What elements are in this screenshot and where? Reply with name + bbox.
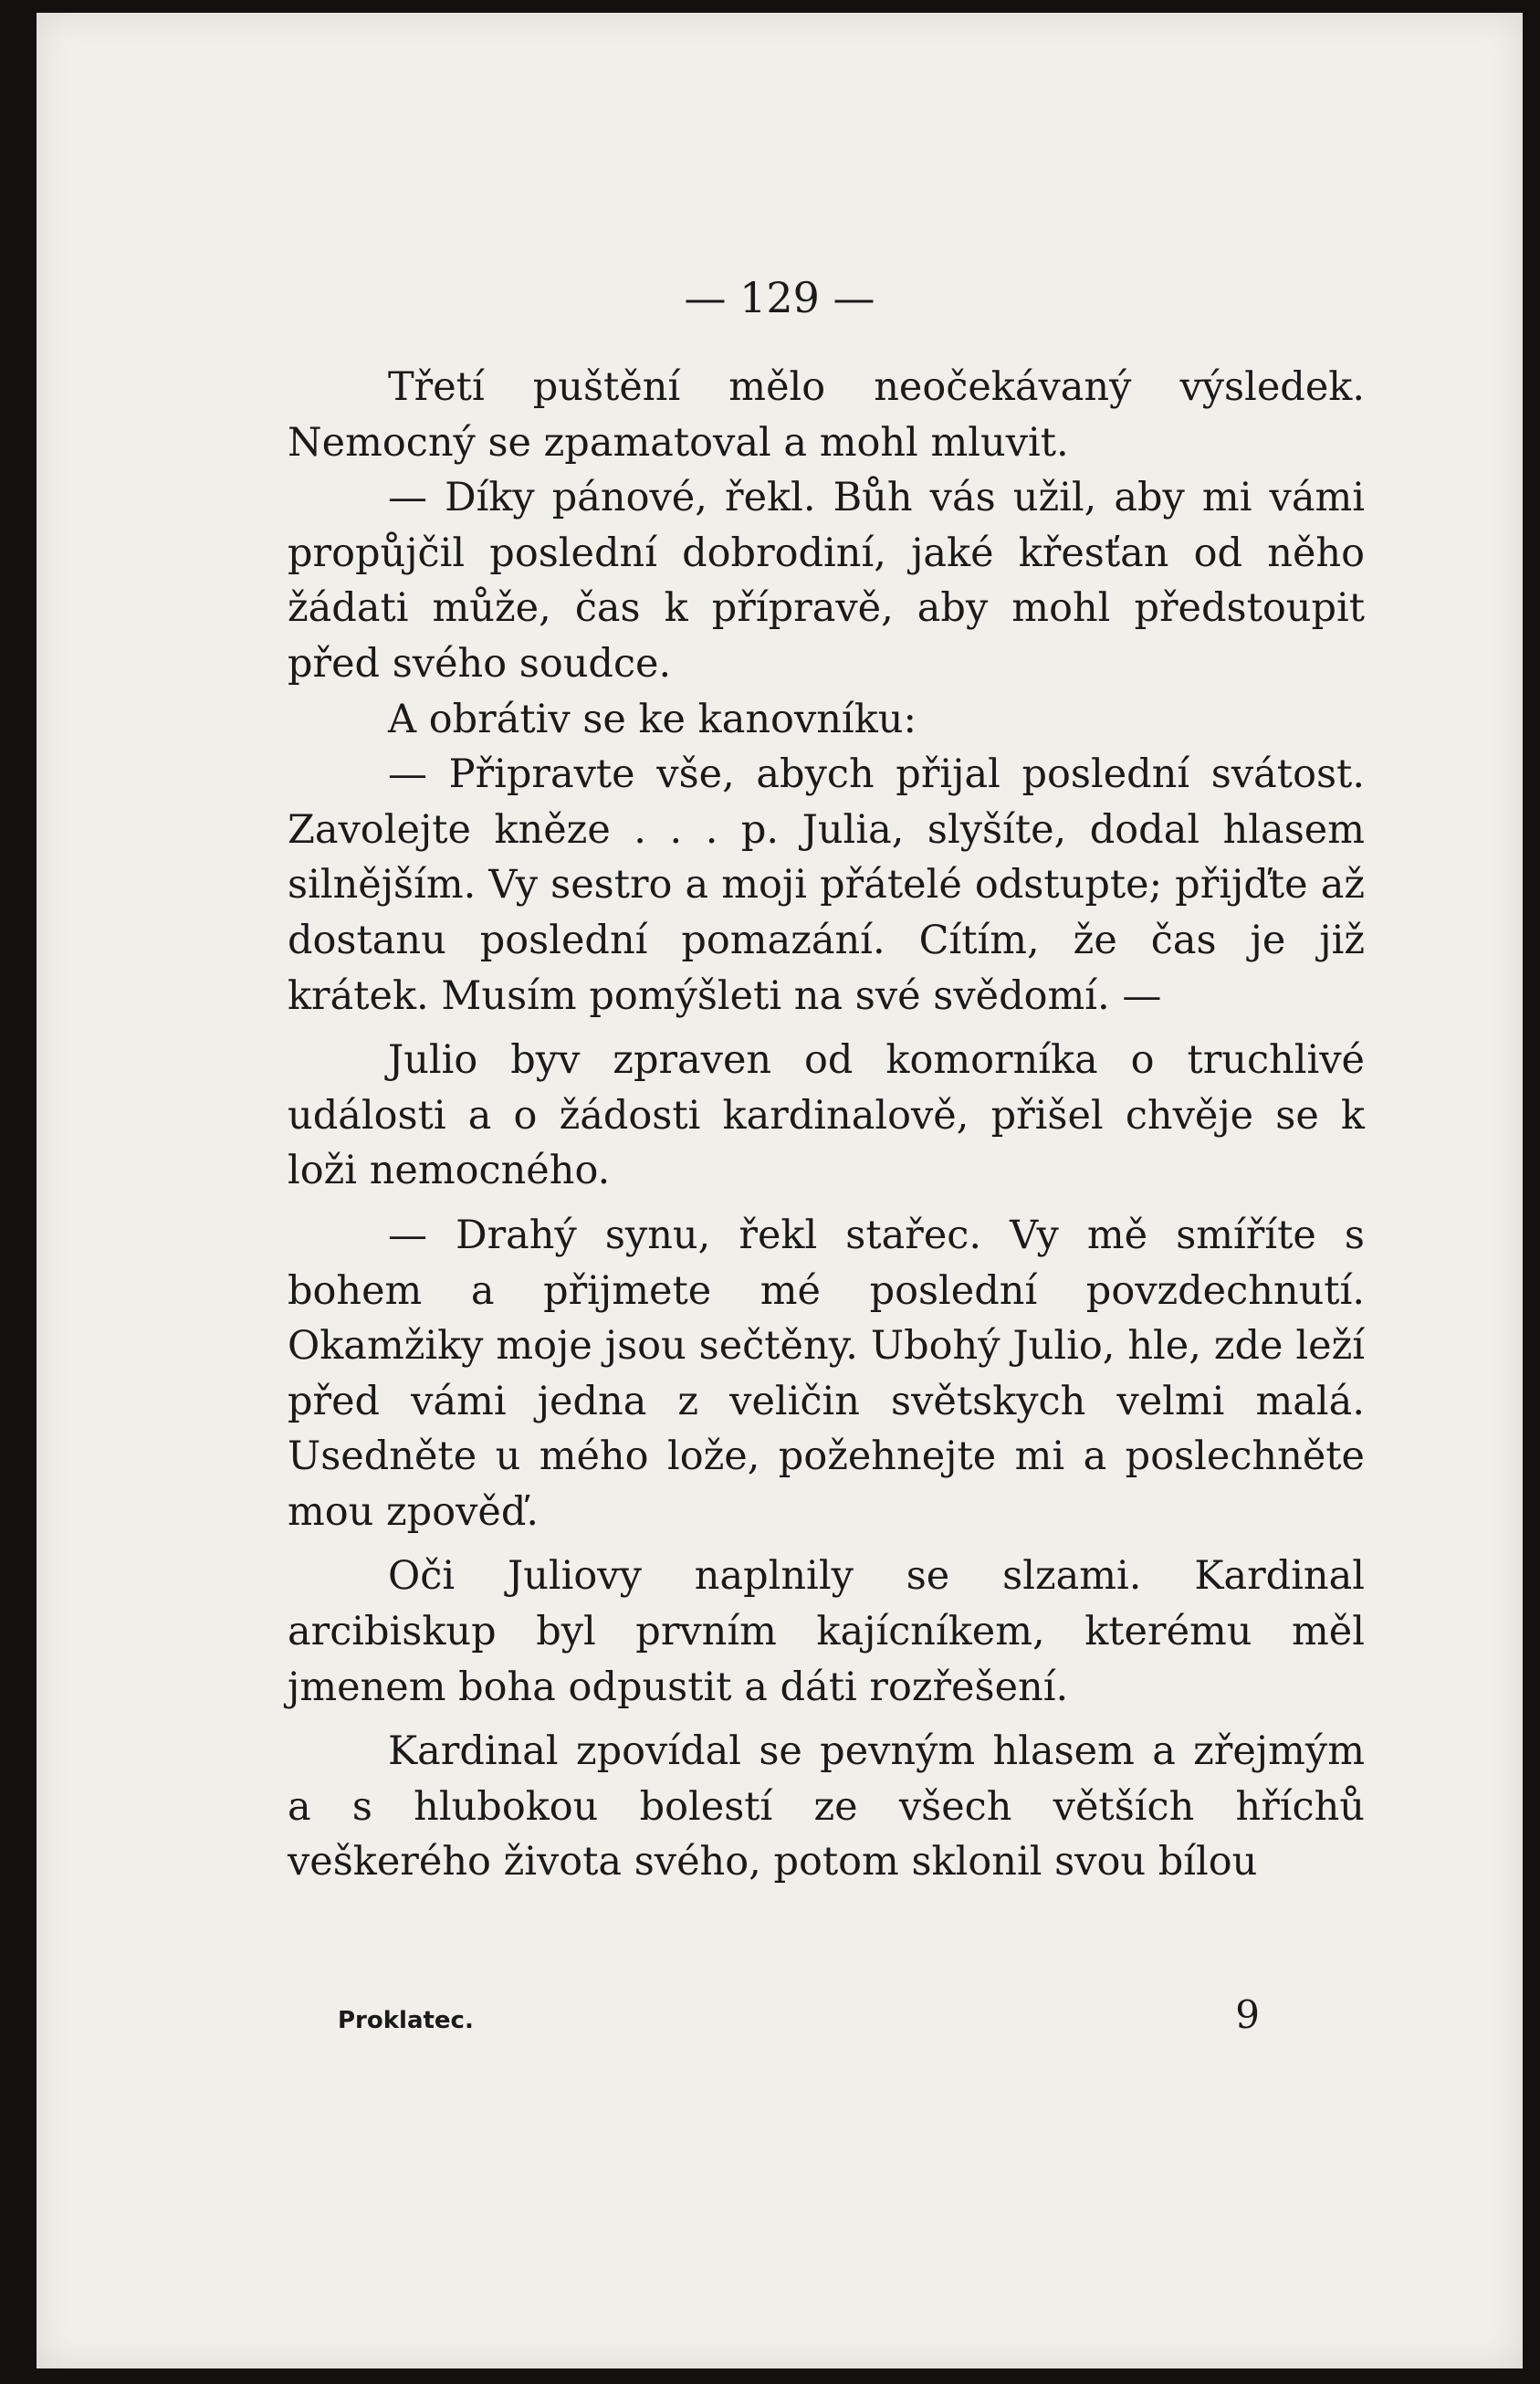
page-footer [338,1992,1260,2037]
sheet-number: 9 [1235,1992,1260,2037]
paragraph-5: Julio byv zpraven od komorníka o truchlivé události a o žádosti kardinalově, přišel chvěje se k loži nemocného. [288,1037,1365,1194]
paragraph-6: — Drahý synu, řekl stařec. Vy mě smíříte s bohem a přijmete mé poslední povzdechnutí. Okamžiky moje jsou sečtěny. Ubohý Julio, hle, zde leží před vámi jedna z veličin světskych velmi malá. Usedněte u mého lože, požehnejte mi a poslechněte mou zpověď. [288,1212,1365,1535]
paragraph-7: Oči Juliovy naplnily se slzami. Kardinal arcibiskup byl prvním kajícníkem, kterému měl jmenem boha odpustit a dáti rozřešení. [288,1553,1365,1710]
book-page [37,13,1523,2368]
paragraph-3: A obrátiv se ke kanovníku: [388,696,917,742]
paragraph-8: Kardinal zpovídal se pevným hlasem a zřejmým a s hlubokou bolestí ze všech větších hříchů veškerého života svého, potom sklonil svou bílou [288,1728,1365,1885]
page-body [288,360,1365,1890]
paragraph-4: — Připravte vše, abych přijal poslední svátost. Zavolejte kněze . . . p. Julia, slyšíte, dodal hlasem silnějším. Vy sestro a moji přátelé odstupte; přijďte až dostanu poslední pomazání. Cítím, že čas je již krátek. Musím pomýšleti na své svědomí. — [288,751,1365,1019]
printer-signature: Proklatec. [338,2007,474,2034]
paragraph-1: Třetí puštění mělo neočekávaný výsledek. Nemocný se zpamatoval a mohl mluvit. [288,364,1365,466]
paragraph-2: — Díky pánové, řekl. Bůh vás užil, aby mi vámi propůjčil poslední dobrodiní, jaké křesťan od něho žádati může, čas k přípravě, aby mohl předstoupit před svého soudce. [288,475,1365,687]
page-number-header: — 129 — [684,273,875,322]
